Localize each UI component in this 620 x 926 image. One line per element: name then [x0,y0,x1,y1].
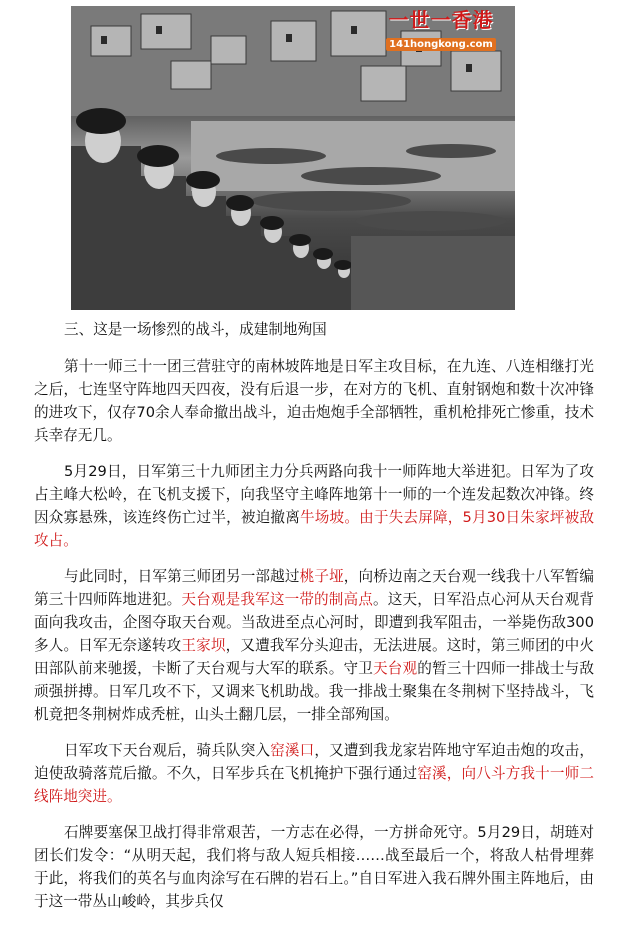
watermark-title: 一世一香港 [388,8,494,32]
site-watermark [371,8,511,50]
paragraph-4-text-b: ，又遭到我龙家岩阵地守军迫击炮的攻击，迫使敌骑落荒后撤。不久，日军步兵在飞机掩护下强行通过 [34,742,594,782]
watermark-url: 141hongkong.com [386,38,496,51]
paragraph-1: 第十一师三十一团三营驻守的南林坡阵地是日军主攻目标，在九连、八连相继打光之后，七连坚守阵地四天四夜，没有后退一步，在对方的飞机、直射钢炮和数十次冲锋的进攻下，仅存70余人奉命撤出战斗，迫击炮炮手全部牺牲，重机枪排死亡惨重，技术兵幸存无几。 [34,358,594,444]
paragraph-5: 石牌要塞保卫战打得非常艰苦，一方志在必得，一方拼命死守。5月29日，胡琏对团长们发令：“从明天起，我们将与敌人短兵相接……战至最后一个，将敌人枯骨埋葬于此，将我们的英名与血肉涂写在石牌的岩石上。”自日军进入我石牌外围主阵地后，由于这一带丛山峻岭，其步兵仅 [34,824,594,910]
paragraph-3-highlight: 天台观是我军这一带的制高点 [181,591,374,608]
historical-photo [71,6,515,310]
place-tiantaiguan: 天台观 [373,660,418,677]
place-taoziya: 桃子垭 [299,568,344,585]
paragraph-3-text-d: ，又遭我军分头迎击，无法进展。这时，第三师团的中火田部队前来驰援，卡断了天台观与大军的联系。守卫 [34,637,594,677]
paragraph-4 [34,739,594,808]
paragraph-4-highlight: 窑溪，向八斗方我十一师二线阵地突进。 [34,765,594,805]
paragraph-3-text-a: 与此同时，日军第三师团另一部越过 [64,568,300,585]
paragraph-2-text: 5月29日，日军第三十九师团主力分兵两路向我十一师阵地大举进犯。日军为了攻占主峰大松岭，在飞机支援下，向我坚守主峰阵地第十一师的一个连发起数次冲锋。终因众寡悬殊，该连终伤亡过半，被迫撤离 [34,463,594,526]
article-body [34,318,594,926]
paragraph-3 [34,565,594,726]
riverbank [351,236,515,310]
paragraph-2 [34,460,594,552]
place-yaoxikou: 窑溪口 [270,742,315,759]
paragraph-4-text-a: 日军攻下天台观后，骑兵队突入 [64,742,271,759]
section-heading: 三、这是一场惨烈的战斗，成建制地殉国 [64,321,327,338]
paragraph-2-highlight: 牛场坡。由于失去屏障，5月30日朱家坪被敌攻占。 [34,509,594,549]
photo-illustration [71,6,515,310]
place-wangjiaba: 王家坝 [181,637,226,654]
paragraph-3-text-b: ，向桥边南之天台观一线我十八军暂编第三十四师阵地进犯。 [34,568,594,608]
paragraph-3-text-c: 。这天，日军沿点心河从天台观背面向我攻击，企图夺取天台观。当敌进至点心河时，即遭到我军阻击，一举毙伤敌300多人。日军无奈遂转攻 [34,591,594,654]
paragraph-3-text-e: 的暂三十四师一排战士与敌顽强拼搏。日军几攻不下，又调来飞机助战。我一排战士聚集在冬荆树下坚持战斗，飞机竟把冬荆树炸成秃桩，山头土翻几层，一排全部殉国。 [34,660,594,723]
